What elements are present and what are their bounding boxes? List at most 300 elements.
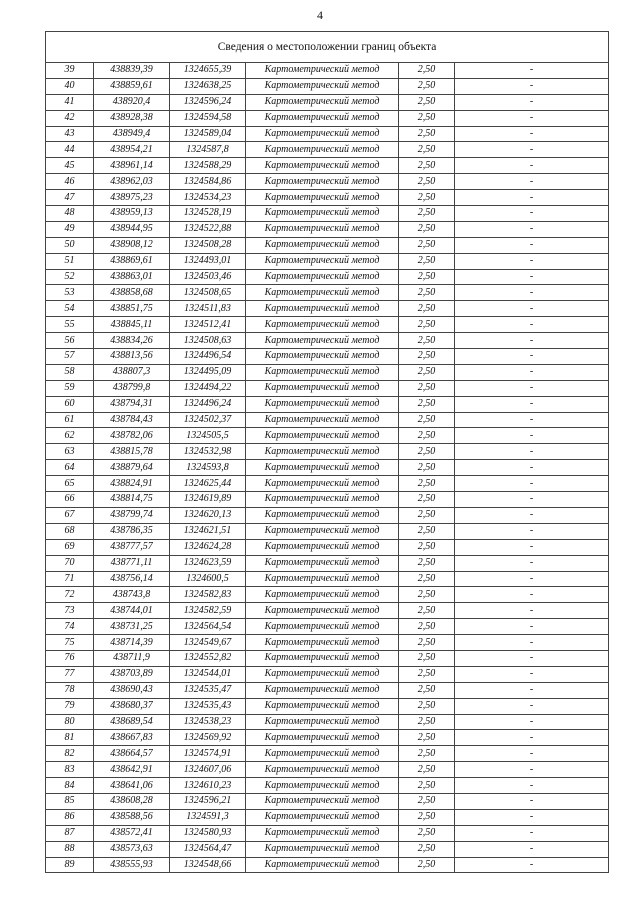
boundary-table-container — [45, 31, 608, 873]
y-coordinate-cell: 1324580,93 — [170, 825, 246, 841]
method-cell: Картометрический метод — [246, 349, 399, 365]
error-cell: 2,50 — [399, 603, 455, 619]
method-cell: Картометрический метод — [246, 253, 399, 269]
point-number-cell: 64 — [46, 460, 94, 476]
point-number-cell: 61 — [46, 412, 94, 428]
table-title: Сведения о местоположении границ объекта — [46, 32, 609, 63]
boundary-coordinates-table — [45, 31, 609, 873]
x-coordinate-cell: 438664,57 — [94, 746, 170, 762]
description-cell: - — [455, 285, 609, 301]
point-number-cell: 49 — [46, 221, 94, 237]
y-coordinate-cell: 1324596,24 — [170, 94, 246, 110]
method-cell: Картометрический метод — [246, 190, 399, 206]
description-cell: - — [455, 492, 609, 508]
table-row — [46, 778, 609, 794]
y-coordinate-cell: 1324548,66 — [170, 857, 246, 873]
point-number-cell: 74 — [46, 619, 94, 635]
x-coordinate-cell: 438782,06 — [94, 428, 170, 444]
x-coordinate-cell: 438703,89 — [94, 666, 170, 682]
table-title-row — [46, 32, 609, 63]
x-coordinate-cell: 438641,06 — [94, 778, 170, 794]
point-number-cell: 53 — [46, 285, 94, 301]
x-coordinate-cell: 438869,61 — [94, 253, 170, 269]
description-cell: - — [455, 714, 609, 730]
table-row — [46, 237, 609, 253]
x-coordinate-cell: 438879,64 — [94, 460, 170, 476]
x-coordinate-cell: 438711,9 — [94, 650, 170, 666]
point-number-cell: 89 — [46, 857, 94, 873]
x-coordinate-cell: 438975,23 — [94, 190, 170, 206]
error-cell: 2,50 — [399, 63, 455, 79]
point-number-cell: 68 — [46, 523, 94, 539]
method-cell: Картометрический метод — [246, 476, 399, 492]
table-row — [46, 301, 609, 317]
x-coordinate-cell: 438744,01 — [94, 603, 170, 619]
table-row — [46, 142, 609, 158]
table-row — [46, 635, 609, 651]
table-row — [46, 698, 609, 714]
error-cell: 2,50 — [399, 492, 455, 508]
description-cell: - — [455, 349, 609, 365]
table-row — [46, 428, 609, 444]
description-cell: - — [455, 396, 609, 412]
point-number-cell: 85 — [46, 793, 94, 809]
description-cell: - — [455, 206, 609, 222]
error-cell: 2,50 — [399, 285, 455, 301]
description-cell: - — [455, 619, 609, 635]
point-number-cell: 83 — [46, 762, 94, 778]
error-cell: 2,50 — [399, 206, 455, 222]
method-cell: Картометрический метод — [246, 428, 399, 444]
error-cell: 2,50 — [399, 174, 455, 190]
x-coordinate-cell: 438954,21 — [94, 142, 170, 158]
method-cell: Картометрический метод — [246, 698, 399, 714]
point-number-cell: 87 — [46, 825, 94, 841]
table-row — [46, 682, 609, 698]
table-row — [46, 380, 609, 396]
table-row — [46, 492, 609, 508]
y-coordinate-cell: 1324503,46 — [170, 269, 246, 285]
description-cell: - — [455, 78, 609, 94]
method-cell: Картометрический метод — [246, 793, 399, 809]
y-coordinate-cell: 1324589,04 — [170, 126, 246, 142]
x-coordinate-cell: 438731,25 — [94, 619, 170, 635]
x-coordinate-cell: 438961,14 — [94, 158, 170, 174]
y-coordinate-cell: 1324624,28 — [170, 539, 246, 555]
method-cell: Картометрический метод — [246, 333, 399, 349]
description-cell: - — [455, 444, 609, 460]
description-cell: - — [455, 190, 609, 206]
table-row — [46, 603, 609, 619]
point-number-cell: 50 — [46, 237, 94, 253]
method-cell: Картометрический метод — [246, 746, 399, 762]
table-row — [46, 396, 609, 412]
x-coordinate-cell: 438690,43 — [94, 682, 170, 698]
table-row — [46, 63, 609, 79]
x-coordinate-cell: 438572,41 — [94, 825, 170, 841]
error-cell: 2,50 — [399, 650, 455, 666]
table-row — [46, 190, 609, 206]
description-cell: - — [455, 539, 609, 555]
table-row — [46, 349, 609, 365]
description-cell: - — [455, 682, 609, 698]
error-cell: 2,50 — [399, 301, 455, 317]
description-cell: - — [455, 857, 609, 873]
description-cell: - — [455, 698, 609, 714]
point-number-cell: 39 — [46, 63, 94, 79]
y-coordinate-cell: 1324574,91 — [170, 746, 246, 762]
table-row — [46, 285, 609, 301]
description-cell: - — [455, 301, 609, 317]
table-row — [46, 317, 609, 333]
error-cell: 2,50 — [399, 762, 455, 778]
x-coordinate-cell: 438642,91 — [94, 762, 170, 778]
description-cell: - — [455, 762, 609, 778]
point-number-cell: 62 — [46, 428, 94, 444]
method-cell: Картометрический метод — [246, 94, 399, 110]
error-cell: 2,50 — [399, 78, 455, 94]
error-cell: 2,50 — [399, 269, 455, 285]
y-coordinate-cell: 1324582,59 — [170, 603, 246, 619]
table-row — [46, 730, 609, 746]
y-coordinate-cell: 1324494,22 — [170, 380, 246, 396]
method-cell: Картометрический метод — [246, 650, 399, 666]
description-cell: - — [455, 730, 609, 746]
error-cell: 2,50 — [399, 380, 455, 396]
y-coordinate-cell: 1324534,23 — [170, 190, 246, 206]
error-cell: 2,50 — [399, 809, 455, 825]
table-row — [46, 650, 609, 666]
error-cell: 2,50 — [399, 666, 455, 682]
x-coordinate-cell: 438794,31 — [94, 396, 170, 412]
method-cell: Картометрический метод — [246, 174, 399, 190]
error-cell: 2,50 — [399, 221, 455, 237]
table-row — [46, 444, 609, 460]
y-coordinate-cell: 1324619,89 — [170, 492, 246, 508]
method-cell: Картометрический метод — [246, 778, 399, 794]
y-coordinate-cell: 1324532,98 — [170, 444, 246, 460]
x-coordinate-cell: 438824,91 — [94, 476, 170, 492]
point-number-cell: 44 — [46, 142, 94, 158]
method-cell: Картометрический метод — [246, 682, 399, 698]
y-coordinate-cell: 1324493,01 — [170, 253, 246, 269]
y-coordinate-cell: 1324495,09 — [170, 364, 246, 380]
description-cell: - — [455, 507, 609, 523]
description-cell: - — [455, 650, 609, 666]
table-row — [46, 269, 609, 285]
error-cell: 2,50 — [399, 587, 455, 603]
table-row — [46, 793, 609, 809]
method-cell: Картометрический метод — [246, 507, 399, 523]
point-number-cell: 42 — [46, 110, 94, 126]
x-coordinate-cell: 438858,68 — [94, 285, 170, 301]
method-cell: Картометрический метод — [246, 762, 399, 778]
y-coordinate-cell: 1324522,88 — [170, 221, 246, 237]
table-row — [46, 571, 609, 587]
table-row — [46, 507, 609, 523]
point-number-cell: 46 — [46, 174, 94, 190]
table-row — [46, 841, 609, 857]
x-coordinate-cell: 438714,39 — [94, 635, 170, 651]
point-number-cell: 80 — [46, 714, 94, 730]
error-cell: 2,50 — [399, 793, 455, 809]
description-cell: - — [455, 523, 609, 539]
error-cell: 2,50 — [399, 841, 455, 857]
x-coordinate-cell: 438949,4 — [94, 126, 170, 142]
method-cell: Картометрический метод — [246, 841, 399, 857]
y-coordinate-cell: 1324538,23 — [170, 714, 246, 730]
point-number-cell: 82 — [46, 746, 94, 762]
x-coordinate-cell: 438799,8 — [94, 380, 170, 396]
x-coordinate-cell: 438944,95 — [94, 221, 170, 237]
method-cell: Картометрический метод — [246, 158, 399, 174]
error-cell: 2,50 — [399, 778, 455, 794]
error-cell: 2,50 — [399, 364, 455, 380]
method-cell: Картометрический метод — [246, 396, 399, 412]
method-cell: Картометрический метод — [246, 221, 399, 237]
error-cell: 2,50 — [399, 539, 455, 555]
error-cell: 2,50 — [399, 730, 455, 746]
method-cell: Картометрический метод — [246, 587, 399, 603]
y-coordinate-cell: 1324623,59 — [170, 555, 246, 571]
method-cell: Картометрический метод — [246, 317, 399, 333]
error-cell: 2,50 — [399, 857, 455, 873]
error-cell: 2,50 — [399, 253, 455, 269]
error-cell: 2,50 — [399, 237, 455, 253]
method-cell: Картометрический метод — [246, 460, 399, 476]
table-row — [46, 78, 609, 94]
x-coordinate-cell: 438667,83 — [94, 730, 170, 746]
y-coordinate-cell: 1324596,21 — [170, 793, 246, 809]
error-cell: 2,50 — [399, 396, 455, 412]
table-row — [46, 746, 609, 762]
y-coordinate-cell: 1324600,5 — [170, 571, 246, 587]
y-coordinate-cell: 1324496,24 — [170, 396, 246, 412]
method-cell: Картометрический метод — [246, 619, 399, 635]
point-number-cell: 73 — [46, 603, 94, 619]
error-cell: 2,50 — [399, 635, 455, 651]
point-number-cell: 78 — [46, 682, 94, 698]
description-cell: - — [455, 158, 609, 174]
error-cell: 2,50 — [399, 746, 455, 762]
y-coordinate-cell: 1324593,8 — [170, 460, 246, 476]
method-cell: Картометрический метод — [246, 571, 399, 587]
method-cell: Картометрический метод — [246, 380, 399, 396]
description-cell: - — [455, 603, 609, 619]
description-cell: - — [455, 746, 609, 762]
description-cell: - — [455, 635, 609, 651]
point-number-cell: 41 — [46, 94, 94, 110]
x-coordinate-cell: 438608,28 — [94, 793, 170, 809]
method-cell: Картометрический метод — [246, 63, 399, 79]
error-cell: 2,50 — [399, 428, 455, 444]
method-cell: Картометрический метод — [246, 444, 399, 460]
method-cell: Картометрический метод — [246, 301, 399, 317]
error-cell: 2,50 — [399, 126, 455, 142]
x-coordinate-cell: 438834,26 — [94, 333, 170, 349]
point-number-cell: 77 — [46, 666, 94, 682]
method-cell: Картометрический метод — [246, 730, 399, 746]
y-coordinate-cell: 1324496,54 — [170, 349, 246, 365]
y-coordinate-cell: 1324508,28 — [170, 237, 246, 253]
method-cell: Картометрический метод — [246, 126, 399, 142]
description-cell: - — [455, 364, 609, 380]
table-row — [46, 857, 609, 873]
description-cell: - — [455, 221, 609, 237]
table-row — [46, 221, 609, 237]
description-cell: - — [455, 126, 609, 142]
point-number-cell: 40 — [46, 78, 94, 94]
y-coordinate-cell: 1324610,23 — [170, 778, 246, 794]
x-coordinate-cell: 438863,01 — [94, 269, 170, 285]
y-coordinate-cell: 1324508,63 — [170, 333, 246, 349]
y-coordinate-cell: 1324511,83 — [170, 301, 246, 317]
error-cell: 2,50 — [399, 412, 455, 428]
table-body — [46, 63, 609, 873]
description-cell: - — [455, 174, 609, 190]
method-cell: Картометрический метод — [246, 809, 399, 825]
error-cell: 2,50 — [399, 110, 455, 126]
description-cell: - — [455, 555, 609, 571]
method-cell: Картометрический метод — [246, 285, 399, 301]
method-cell: Картометрический метод — [246, 539, 399, 555]
method-cell: Картометрический метод — [246, 555, 399, 571]
point-number-cell: 57 — [46, 349, 94, 365]
point-number-cell: 79 — [46, 698, 94, 714]
x-coordinate-cell: 438555,93 — [94, 857, 170, 873]
point-number-cell: 43 — [46, 126, 94, 142]
x-coordinate-cell: 438588,56 — [94, 809, 170, 825]
table-row — [46, 110, 609, 126]
y-coordinate-cell: 1324502,37 — [170, 412, 246, 428]
point-number-cell: 65 — [46, 476, 94, 492]
y-coordinate-cell: 1324594,58 — [170, 110, 246, 126]
table-row — [46, 555, 609, 571]
description-cell: - — [455, 428, 609, 444]
error-cell: 2,50 — [399, 460, 455, 476]
point-number-cell: 48 — [46, 206, 94, 222]
point-number-cell: 54 — [46, 301, 94, 317]
description-cell: - — [455, 778, 609, 794]
y-coordinate-cell: 1324512,41 — [170, 317, 246, 333]
method-cell: Картометрический метод — [246, 714, 399, 730]
x-coordinate-cell: 438786,35 — [94, 523, 170, 539]
point-number-cell: 58 — [46, 364, 94, 380]
method-cell: Картометрический метод — [246, 412, 399, 428]
x-coordinate-cell: 438573,63 — [94, 841, 170, 857]
error-cell: 2,50 — [399, 349, 455, 365]
table-row — [46, 666, 609, 682]
y-coordinate-cell: 1324535,47 — [170, 682, 246, 698]
x-coordinate-cell: 438859,61 — [94, 78, 170, 94]
y-coordinate-cell: 1324564,47 — [170, 841, 246, 857]
error-cell: 2,50 — [399, 317, 455, 333]
point-number-cell: 52 — [46, 269, 94, 285]
description-cell: - — [455, 94, 609, 110]
y-coordinate-cell: 1324591,3 — [170, 809, 246, 825]
y-coordinate-cell: 1324528,19 — [170, 206, 246, 222]
description-cell: - — [455, 142, 609, 158]
x-coordinate-cell: 438784,43 — [94, 412, 170, 428]
description-cell: - — [455, 460, 609, 476]
point-number-cell: 59 — [46, 380, 94, 396]
point-number-cell: 69 — [46, 539, 94, 555]
error-cell: 2,50 — [399, 190, 455, 206]
error-cell: 2,50 — [399, 476, 455, 492]
description-cell: - — [455, 110, 609, 126]
method-cell: Картометрический метод — [246, 825, 399, 841]
x-coordinate-cell: 438743,8 — [94, 587, 170, 603]
error-cell: 2,50 — [399, 523, 455, 539]
y-coordinate-cell: 1324569,92 — [170, 730, 246, 746]
y-coordinate-cell: 1324582,83 — [170, 587, 246, 603]
description-cell: - — [455, 412, 609, 428]
table-row — [46, 126, 609, 142]
point-number-cell: 47 — [46, 190, 94, 206]
description-cell: - — [455, 269, 609, 285]
point-number-cell: 86 — [46, 809, 94, 825]
error-cell: 2,50 — [399, 825, 455, 841]
table-row — [46, 412, 609, 428]
y-coordinate-cell: 1324584,86 — [170, 174, 246, 190]
point-number-cell: 56 — [46, 333, 94, 349]
y-coordinate-cell: 1324535,43 — [170, 698, 246, 714]
table-row — [46, 714, 609, 730]
table-row — [46, 762, 609, 778]
description-cell: - — [455, 380, 609, 396]
x-coordinate-cell: 438814,75 — [94, 492, 170, 508]
x-coordinate-cell: 438928,38 — [94, 110, 170, 126]
table-row — [46, 460, 609, 476]
x-coordinate-cell: 438680,37 — [94, 698, 170, 714]
point-number-cell: 75 — [46, 635, 94, 651]
point-number-cell: 45 — [46, 158, 94, 174]
error-cell: 2,50 — [399, 158, 455, 174]
method-cell: Картометрический метод — [246, 142, 399, 158]
point-number-cell: 81 — [46, 730, 94, 746]
x-coordinate-cell: 438689,54 — [94, 714, 170, 730]
error-cell: 2,50 — [399, 619, 455, 635]
error-cell: 2,50 — [399, 142, 455, 158]
y-coordinate-cell: 1324544,01 — [170, 666, 246, 682]
y-coordinate-cell: 1324621,51 — [170, 523, 246, 539]
y-coordinate-cell: 1324587,8 — [170, 142, 246, 158]
table-row — [46, 174, 609, 190]
x-coordinate-cell: 438839,39 — [94, 63, 170, 79]
error-cell: 2,50 — [399, 333, 455, 349]
x-coordinate-cell: 438807,3 — [94, 364, 170, 380]
method-cell: Картометрический метод — [246, 523, 399, 539]
description-cell: - — [455, 793, 609, 809]
y-coordinate-cell: 1324505,5 — [170, 428, 246, 444]
x-coordinate-cell: 438777,57 — [94, 539, 170, 555]
method-cell: Картометрический метод — [246, 603, 399, 619]
error-cell: 2,50 — [399, 714, 455, 730]
method-cell: Картометрический метод — [246, 857, 399, 873]
table-row — [46, 587, 609, 603]
table-row — [46, 476, 609, 492]
method-cell: Картометрический метод — [246, 666, 399, 682]
error-cell: 2,50 — [399, 698, 455, 714]
table-row — [46, 94, 609, 110]
table-row — [46, 825, 609, 841]
x-coordinate-cell: 438815,78 — [94, 444, 170, 460]
error-cell: 2,50 — [399, 571, 455, 587]
error-cell: 2,50 — [399, 444, 455, 460]
point-number-cell: 55 — [46, 317, 94, 333]
y-coordinate-cell: 1324588,29 — [170, 158, 246, 174]
method-cell: Картометрический метод — [246, 364, 399, 380]
